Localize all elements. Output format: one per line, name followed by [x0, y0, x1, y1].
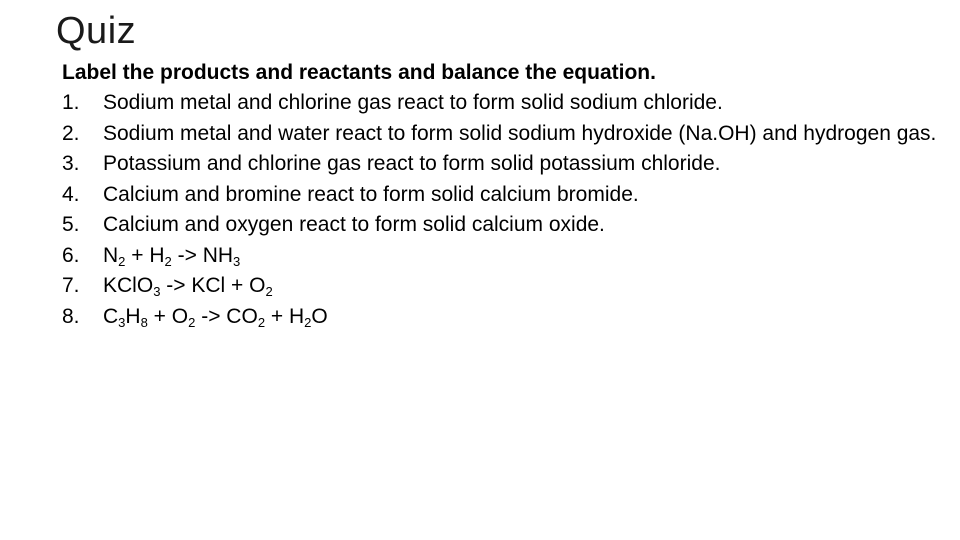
slide-title: Quiz — [56, 10, 137, 52]
subscript: 2 — [304, 314, 312, 330]
text-run: + H — [265, 304, 305, 328]
item-text — [103, 241, 942, 271]
subscript: 2 — [118, 253, 126, 269]
item-number: 3. — [62, 152, 80, 176]
item-number: 4. — [62, 182, 80, 206]
item-number: 6. — [62, 243, 80, 267]
instruction-text: Label the products and reactants and balance the equation. — [62, 61, 656, 84]
text-run: + O — [147, 304, 189, 328]
item-number: 1. — [62, 91, 80, 115]
text-run: Calcium and oxygen react to form solid calcium oxide. — [103, 213, 605, 237]
item-text — [103, 210, 942, 240]
text-run: Potassium and chlorine gas react to form solid potassium chloride. — [103, 152, 721, 176]
item-text — [103, 119, 942, 149]
quiz-list — [62, 88, 942, 332]
quiz-item-8 — [62, 302, 942, 332]
item-text — [103, 88, 942, 118]
text-run: H — [125, 304, 141, 328]
text-run: -> KCl + O — [160, 274, 266, 298]
quiz-item-6 — [62, 241, 942, 271]
subscript: 3 — [118, 314, 126, 330]
slide-content — [62, 58, 942, 332]
item-text — [103, 271, 942, 301]
subscript: 3 — [233, 253, 241, 269]
quiz-item-4 — [62, 180, 942, 210]
quiz-item-3 — [62, 149, 942, 179]
quiz-item-7 — [62, 271, 942, 301]
subscript: 8 — [140, 314, 148, 330]
text-run: C — [103, 304, 119, 328]
quiz-item-5 — [62, 210, 942, 240]
text-run: Sodium metal and water react to form solid sodium hydroxide (Na.OH) and hydrogen gas. — [103, 121, 937, 145]
text-run: -> NH — [171, 243, 234, 267]
item-text — [103, 149, 942, 179]
item-number: 7. — [62, 274, 80, 298]
item-number: 8. — [62, 304, 80, 328]
quiz-item-1 — [62, 88, 942, 118]
quiz-item-2 — [62, 119, 942, 149]
subscript: 2 — [257, 314, 266, 330]
text-run: N — [103, 243, 119, 267]
subscript: 2 — [164, 253, 172, 269]
item-number: 5. — [62, 213, 80, 237]
text-run: Sodium metal and chlorine gas react to form solid sodium chloride. — [103, 91, 723, 115]
text-run: + H — [125, 243, 165, 267]
text-run: Calcium and bromine react to form solid calcium bromide. — [103, 182, 639, 206]
text-run: -> CO — [195, 304, 258, 328]
item-text — [103, 180, 942, 210]
item-text — [103, 302, 942, 332]
subscript: 3 — [153, 283, 161, 299]
text-run: O — [311, 304, 328, 328]
text-run: KClO — [103, 274, 154, 298]
subscript: 2 — [265, 283, 273, 299]
subscript: 2 — [188, 314, 196, 330]
item-number: 2. — [62, 121, 80, 145]
